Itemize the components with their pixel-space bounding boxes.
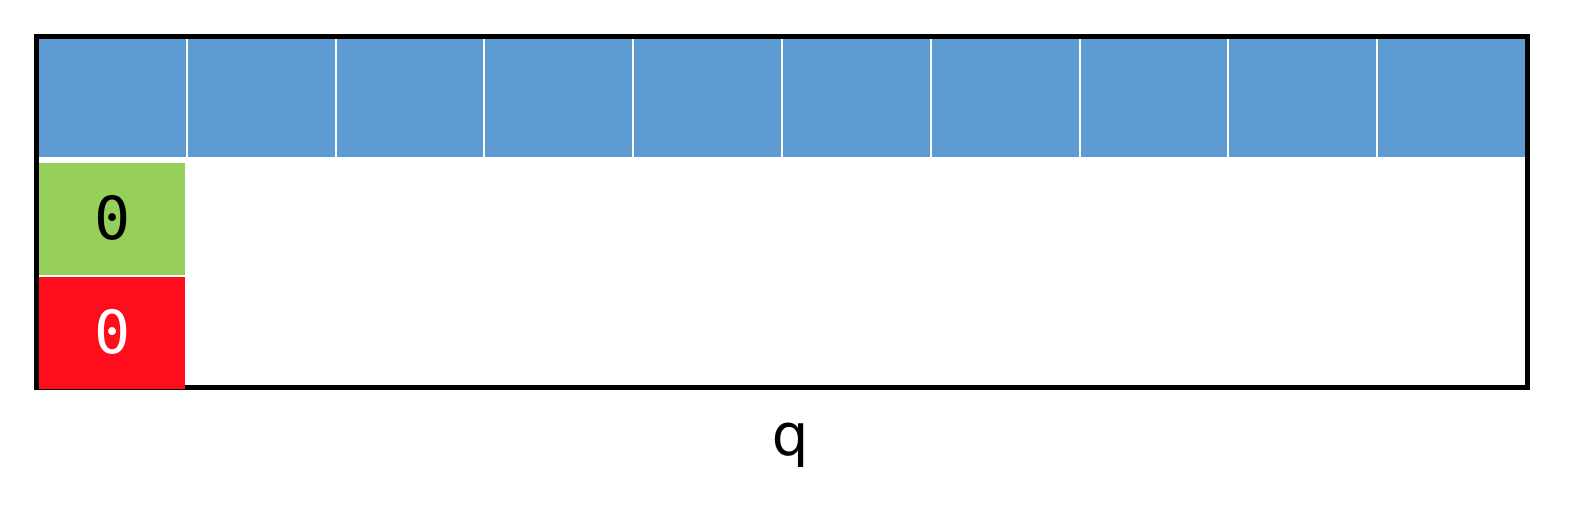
header-cell-7	[932, 39, 1081, 157]
header-row	[39, 39, 1525, 157]
header-cell-5	[634, 39, 783, 157]
header-cell-4	[485, 39, 634, 157]
header-cell-3	[337, 39, 486, 157]
bottom-label: q	[771, 401, 809, 469]
header-cell-1	[39, 39, 188, 157]
header-cell-8	[1081, 39, 1230, 157]
green-value-cell: 0	[39, 163, 185, 275]
header-cell-6	[783, 39, 932, 157]
header-cell-2	[188, 39, 337, 157]
red-value-cell: 0	[39, 277, 185, 389]
header-cell-10	[1378, 39, 1525, 157]
array-frame	[34, 34, 1530, 390]
header-cell-9	[1229, 39, 1378, 157]
